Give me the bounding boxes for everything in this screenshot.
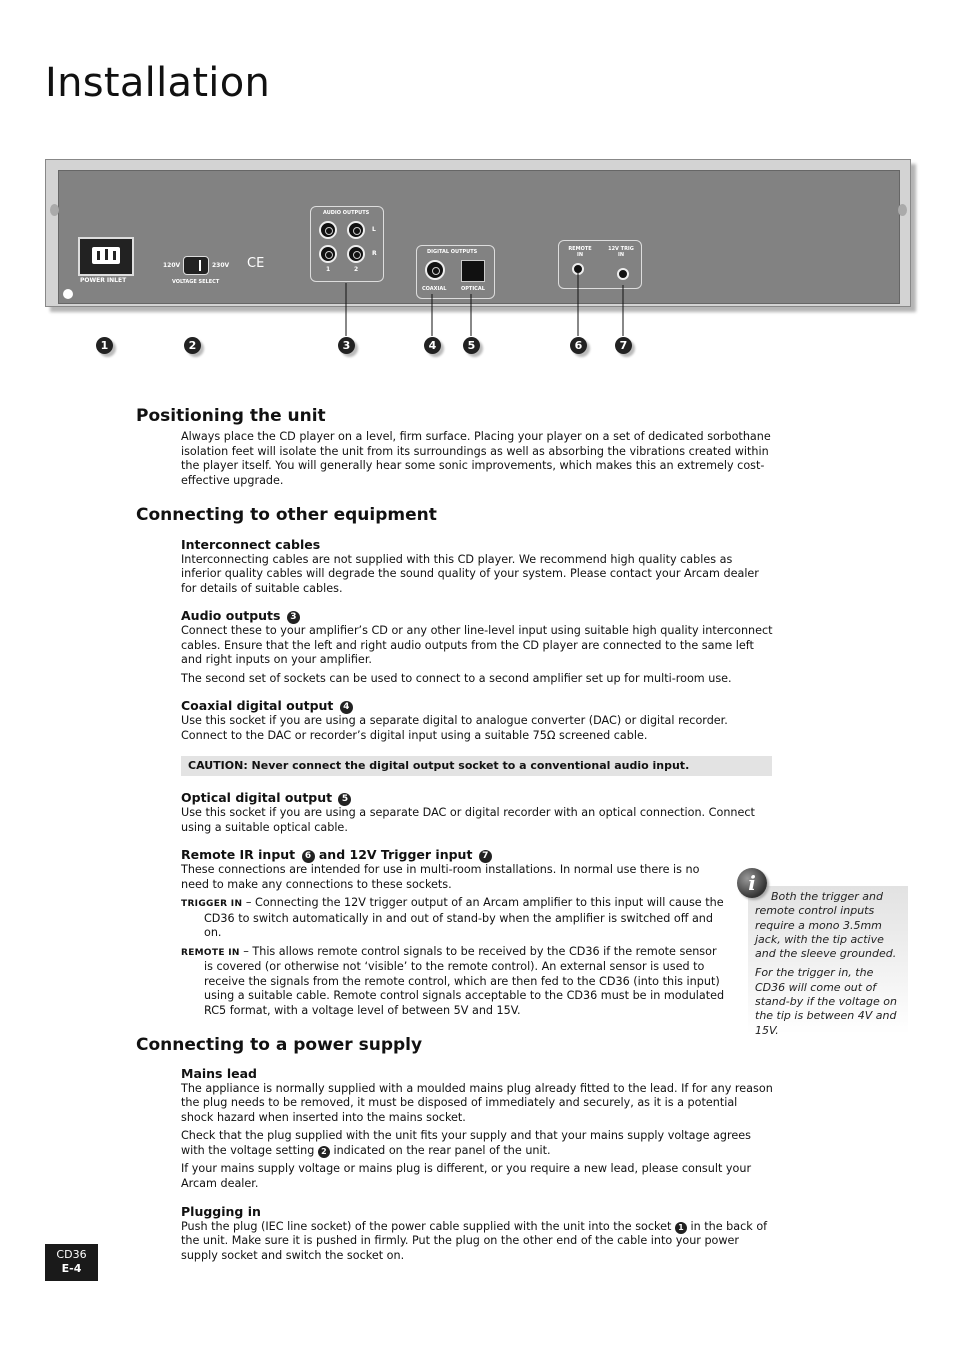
info-note-text (755, 890, 905, 1043)
heading-connecting: Connecting to other equipment (136, 505, 437, 525)
remote-in-label: REMOTE IN (181, 947, 240, 958)
coaxial-section (181, 699, 773, 743)
info-note (748, 886, 908, 1037)
page-number: E-4 (61, 1262, 82, 1275)
ce-mark: CE (247, 256, 265, 271)
coaxial-title: Coaxial digital output (181, 698, 334, 713)
voltage-select-label: VOLTAGE SELECT (172, 279, 220, 285)
label-l: L (372, 226, 376, 233)
interconnect-section (181, 538, 773, 596)
remote-trigger-text: These connections are intended for use in multi-room installations. In normal use there is no need to make any connections to these sockets. (181, 863, 700, 891)
remote-in-label: REMOTE IN (568, 246, 592, 258)
info-note-para-1: Both the trigger and remote control inputs require a mono 3.5mm jack, with the tip active and the sleeve grounded. (755, 890, 897, 961)
heading-positioning: Positioning the unit (136, 406, 326, 426)
plugging-in-section (181, 1205, 773, 1263)
trigger-in-paragraph (181, 896, 729, 941)
audio-outputs-title: Audio outputs (181, 608, 281, 623)
trig-in-label: 12V TRIG IN (608, 246, 634, 258)
positioning-text: Always place the CD player on a level, firm surface. Placing your player on a set of dedicated sorbothane isolation feet will isolate the unit from its surroundings as well as absorbing the vibrations created within the player itself. You will generally hear some sonic improvements, which makes this an extremely cost-effective upgrade. (181, 430, 771, 487)
optical-label: OPTICAL (461, 286, 485, 292)
label-2: 2 (354, 266, 359, 273)
info-note-para-2: For the trigger in, the CD36 will come out of stand-by if the voltage on the tip is between 4V and 15V. (755, 966, 897, 1037)
trigger-ref-number: 7 (479, 850, 492, 863)
inlet-ref-number: 1 (675, 1222, 687, 1234)
audio-outputs-label: AUDIO OUTPUTS (323, 210, 370, 216)
optical-ref-number: 5 (338, 793, 351, 806)
caution-banner: CAUTION: Never connect the digital output socket to a conventional audio input. (181, 756, 772, 776)
digital-outputs-label: DIGITAL OUTPUTS (427, 249, 478, 255)
mains-lead-title: Mains lead (181, 1066, 257, 1081)
label-r: R (372, 250, 377, 257)
plugging-in-paragraph (181, 1220, 773, 1264)
voltage-120-label: 120V (163, 262, 181, 269)
info-icon: i (737, 868, 767, 898)
audio-outputs-ref-number: 3 (287, 611, 300, 624)
plugging-in-text-b: in the back of the unit. Make sure it is pushed in firmly. Put the plug on the other end of the cable into your power supply socket and switch the socket on. (181, 1219, 768, 1262)
label-1: 1 (326, 266, 331, 273)
remote-title: Remote IR input (181, 847, 296, 862)
positioning-body (181, 430, 773, 488)
trigger-in-label: TRIGGER IN (181, 899, 243, 909)
mains-lead-section (181, 1067, 773, 1191)
remote-trigger-section (181, 848, 729, 1018)
optical-title: Optical digital output (181, 790, 333, 805)
audio-outputs-text-2: The second set of sockets can be used to connect to a second amplifier set up for multi-room use. (181, 671, 732, 685)
interconnect-title: Interconnect cables (181, 537, 321, 552)
trigger-title: and 12V Trigger input (318, 847, 473, 862)
model-name: CD36 (56, 1248, 87, 1261)
coaxial-text: Use this socket if you are using a separate digital to analogue converter (DAC) or digital recorder. Connect to the DAC or recorder’s digital input using a suitable 75Ω screened cable. (181, 714, 728, 742)
remote-in-paragraph (181, 945, 729, 1019)
remote-in-text: – This allows remote control signals to be received by the CD36 if the remote sensor is covered (or otherwise not ‘visible’ to the remote control). An external sensor is used to receive the signals from the remote control, which are then fed to the CD36 (into this input) using a suitable cable. Remote control signals acceptable to the CD36 must be in modulated RC5 format, with a voltage level of between 5V and 15V. (204, 944, 725, 1017)
audio-outputs-section (181, 609, 773, 686)
callout-6: 6 (570, 337, 587, 354)
coaxial-ref-number: 4 (340, 701, 353, 714)
mains-lead-text-1: The appliance is normally supplied with a moulded mains plug already fitted to the lead. If for any reason the plug needs to be removed, it must be disposed of immediately and securely, as it is a potential shock hazard when inserted into the mains socket. (181, 1081, 773, 1124)
callout-7: 7 (615, 337, 632, 354)
callout-4: 4 (424, 337, 441, 354)
callout-1: 1 (96, 337, 113, 354)
voltage-ref-number: 2 (318, 1146, 330, 1158)
callout-5: 5 (463, 337, 480, 354)
page-title: Installation (45, 60, 271, 106)
voltage-230-label: 230V (212, 262, 230, 269)
remote-ref-number: 6 (302, 850, 315, 863)
optical-text: Use this socket if you are using a separate DAC or digital recorder with an optical connection. Connect using a suitable optical cable. (181, 806, 755, 834)
mains-lead-text-3: If your mains supply voltage or mains plug is different, or you require a new lead, please consult your Arcam dealer. (181, 1162, 752, 1190)
heading-power-supply: Connecting to a power supply (136, 1035, 423, 1055)
mains-lead-paragraph-2 (181, 1129, 773, 1158)
callout-3: 3 (338, 337, 355, 354)
plugging-in-text-a: Push the plug (IEC line socket) of the power cable supplied with the unit into the socket (181, 1219, 672, 1233)
mains-lead-text-2b: indicated on the rear panel of the unit. (333, 1143, 551, 1157)
power-inlet-label: POWER INLET (80, 277, 127, 284)
optical-section (181, 791, 773, 835)
trigger-in-text: – Connecting the 12V trigger output of an Arcam amplifier to this input will cause the CD36 to switch automatically in and out of stand-by when the amplifier is switched off and on. (204, 896, 724, 939)
interconnect-text: Interconnecting cables are not supplied with this CD player. We recommend high quality cables as inferior quality cables will degrade the sound quality of your system. Please contact your Arcam dealer for details of suitable cables. (181, 552, 759, 595)
mains-lead-text-2a: Check that the plug supplied with the unit fits your supply and that your mains supply voltage agrees with the voltage setting (181, 1129, 751, 1157)
coaxial-label: COAXIAL (422, 286, 447, 292)
audio-outputs-text-1: Connect these to your amplifier’s CD or any other line-level input using suitable high quality interconnect cables. Ensure that the left and right audio outputs from the CD player are connected to the same left and right inputs on your amplifier. (181, 624, 773, 666)
callout-2: 2 (184, 337, 201, 354)
page-number-box (45, 1244, 98, 1281)
plugging-in-title: Plugging in (181, 1204, 261, 1219)
